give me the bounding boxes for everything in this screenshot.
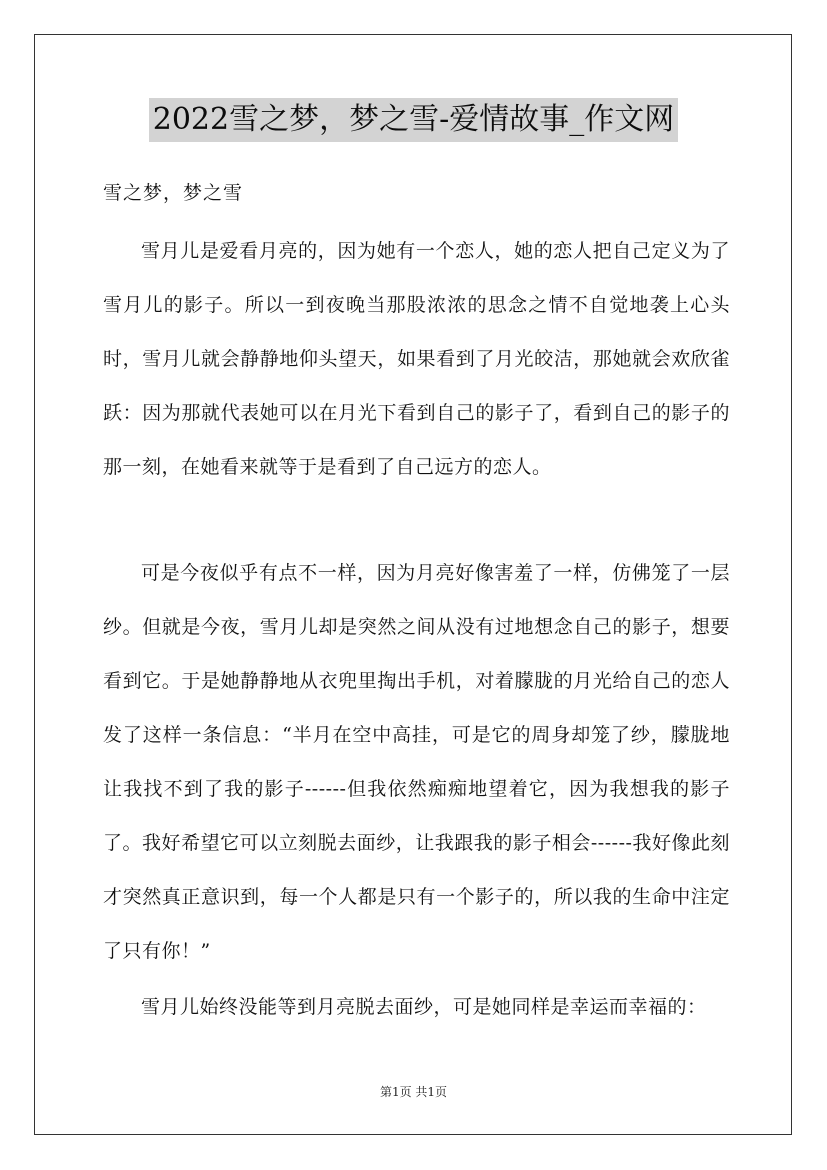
paragraph: 雪月儿是爱看月亮的，因为她有一个恋人，她的恋人把自己定义为了雪月儿的影子。所以一到夜晚当那股浓浓的思念之情不自觉地袭上心头时，雪月儿就会静静地仰头望天，如果看到了月光皎洁，那她就会欢欣雀跃：因为那就代表她可以在月光下看到自己的影子了，看到自己的影子的那一刻，在她看来就等于是看到了自己远方的恋人。 — [103, 240, 730, 478]
page-footer: 第1页 共1页 — [379, 1085, 448, 1099]
document-subtitle: 雪之梦，梦之雪 — [103, 182, 244, 204]
paragraph-block — [103, 546, 730, 978]
paragraph: 可是今夜似乎有点不一样，因为月亮好像害羞了一样，仿佛笼了一层纱。但就是今夜，雪月儿却是突然之间从没有过地想念自己的影子，想要看到它。于是她静静地从衣兜里掏出手机，对着朦胧的月光给自己的恋人发了这样一条信息：“半月在空中高挂，可是它的周身却笼了纱，朦胧地让我找不到了我的影子------但我依然痴痴地望着它，因为我想我的影子了。我好希望它可以立刻脱去面纱，让我跟我的影子相会------我好像此刻才突然真正意识到，每一个人都是只有一个影子的，所以我的生命中注定了只有你！” — [103, 562, 730, 962]
title-container — [0, 98, 827, 142]
paragraph-block — [103, 224, 730, 494]
document-title: 2022雪之梦，梦之雪-爱情故事_作文网 — [149, 98, 678, 142]
paragraph-block — [103, 980, 730, 1034]
paragraph: 雪月儿始终没能等到月亮脱去面纱，可是她同样是幸运而幸福的： — [141, 996, 707, 1018]
